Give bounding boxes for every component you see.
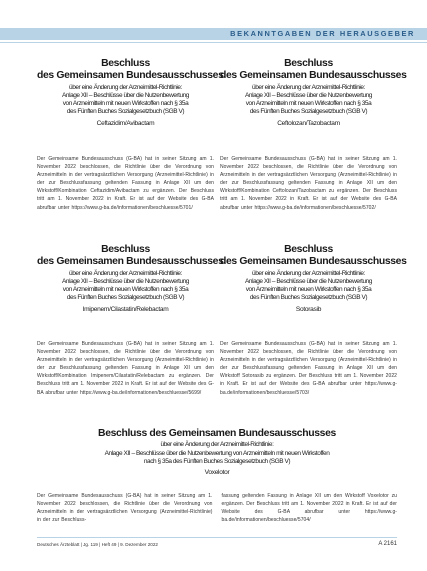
- article-voxelotor: [37, 428, 397, 477]
- article-ceftazidim: [37, 58, 224, 128]
- article-subtitle: [37, 270, 214, 303]
- subtitle-line: Anlage XII – Beschlüsse über die Nutzenbewertung: [245, 278, 372, 286]
- drug-name: Voxelotor: [204, 469, 230, 477]
- article-subtitle: [37, 84, 214, 117]
- subtitle-line: Anlage XII – Beschlüsse über die Nutzenbewertung: [245, 92, 372, 100]
- article-title-line1: Beschluss: [101, 244, 150, 255]
- article-ceftolozan: [220, 58, 407, 128]
- page-footer: [37, 537, 397, 551]
- subtitle-line: über eine Änderung der Arzneimittel-Richtlinie:: [69, 269, 182, 277]
- drug-name: Imipenem/Cilastatin/Relebactam: [82, 305, 169, 313]
- article-body-text: Der Gemeinsame Bundesausschuss (G-BA) hat in seiner Sitzung am 1. November 2022 beschlossen, die Richtlinie über die Verordnung von Arzneimitteln in der vertragsärztlichen Versorgung (Arzneimittel-Richtlinie) in der zur Beschlussfassung geltenden Fassung in Anlage XII um den Wirkstoff/Kombination Ceftolozan/Tazobactam zu ergänzen. Der Beschluss tritt am 1. November 2022 in Kraft. Er ist auf der Website des G-BA abrufbar unter https://www.g-ba.de/informationen/beschluesse/5702/: [220, 156, 397, 211]
- article-title-line1: Beschluss: [284, 58, 333, 69]
- footer-divider: [37, 537, 397, 538]
- subtitle-line: über eine Änderung der Arzneimittel-Richtlinie:: [252, 269, 365, 277]
- article-body-two-column: [37, 492, 397, 524]
- subtitle-line: von Arzneimitteln mit neuen Wirkstoffen nach § 35a: [245, 286, 372, 294]
- subtitle-line: von Arzneimitteln mit neuen Wirkstoffen nach § 35a: [245, 100, 372, 108]
- article-body-text: fassung geltenden Fassung in Anlage XII um den Wirkstoff Voxelotor zu ergänzen. Der Beschluss tritt am 1. November 2022 in Kraft. Er ist auf der Website des G-BA abrufbar unter https://www.g-ba.de/informationen/beschluesse/5704/: [221, 493, 397, 524]
- article-subtitle: [220, 270, 397, 303]
- subtitle-line: des Fünften Buches Sozialgesetzbuch (SGB V): [66, 108, 185, 116]
- article-body-right: [222, 492, 398, 524]
- drug-name: Ceftolozan/Tazobactam: [277, 119, 340, 127]
- article-subtitle: [220, 84, 397, 117]
- article-sotorasib: [220, 244, 407, 314]
- article-title-line2: des Gemeinsamen Bundesausschusses: [220, 256, 407, 268]
- article-title-line1: Beschluss: [101, 58, 150, 69]
- article-body: [220, 155, 397, 212]
- page-number: A 2161: [378, 541, 397, 547]
- article-body-text: Der Gemeinsame Bundesausschuss (G-BA) hat in seiner Sitzung am 1. November 2022 beschlossen, die Richtlinie über die Verordnung von Arzneimitteln in der vertragsärztlichen Versorgung (Arzneimittel-Richtlinie) in der zur Beschlussfassung geltenden Fassung in Anlage XII um den Wirkstoff/Kombination Imipenem/Cilastatin/Relebactam zu ergänzen. Der Beschluss tritt am 1. November 2022 in Kraft. Er ist auf der Website des G-BA abrufbar unter https://www.g-ba.de/informationen/beschluesse/5699/: [37, 341, 214, 396]
- article-title-line2: des Gemeinsamen Bundesausschusses: [37, 70, 224, 82]
- article-body-left: [37, 492, 213, 524]
- article-subtitle: [37, 441, 397, 466]
- article-title: Beschluss des Gemeinsamen Bundesausschusses: [98, 428, 336, 439]
- subtitle-line: von Arzneimitteln mit neuen Wirkstoffen nach § 35a: [62, 286, 189, 294]
- subtitle-line: über eine Änderung der Arzneimittel-Richtlinie:: [160, 441, 274, 449]
- subtitle-line: Anlage XII – Beschlüsse über die Nutzenbewertung: [62, 92, 189, 100]
- subtitle-line: des Fünften Buches Sozialgesetzbuch (SGB V): [249, 108, 368, 116]
- subtitle-line: von Arzneimitteln mit neuen Wirkstoffen nach § 35a: [62, 100, 189, 108]
- subtitle-line: über eine Änderung der Arzneimittel-Richtlinie:: [69, 83, 182, 91]
- article-body-text: Der Gemeinsame Bundesausschuss (G-BA) hat in seiner Sitzung am 1. November 2022 beschlossen, die Richtlinie über die Verordnung von Arzneimitteln in der vertragsärztlichen Versorgung (Arzneimittel-Richtlinie) in der zur Beschlussfassung geltenden Fassung in Anlage XII um den Wirkstoff Sotorasib zu ergänzen. Der Beschluss tritt am 1. November 2022 in Kraft. Er ist auf der Website des G-BA abrufbar unter https://www.g-ba.de/informationen/beschluesse/5703/: [220, 341, 397, 396]
- article-body-text: Der Gemeinsame Bundesausschuss (G-BA) hat in seiner Sitzung am 1. November 2022 beschlossen, die Richtlinie über die Verordnung von Arzneimitteln in der vertragsärztlichen Versorgung (Arzneimittel-Richtlinie) in der zur Beschlussfassung geltenden Fassung in Anlage XII um den Wirkstoff/Kombination Ceftazidim/Avibactam zu ergänzen. Der Beschluss tritt am 1. November 2022 in Kraft. Er ist auf der Website des G-BA abrufbar unter https://www.g-ba.de/informationen/beschluesse/5701/: [37, 156, 214, 211]
- article-body: [37, 340, 214, 397]
- article-body-text: Der Gemeinsame Bundesausschuss (G-BA) hat in seiner Sitzung am 1. November 2022 beschlossen, die Richtlinie über die Verordnung von Arzneimitteln in der vertragsärztlichen Versorgung (Arzneimittel-Richtlinie) in der zur Beschluss-: [37, 493, 213, 524]
- subtitle-line: des Fünften Buches Sozialgesetzbuch (SGB V): [249, 294, 368, 302]
- article-title-line2: des Gemeinsamen Bundesausschusses: [220, 70, 407, 82]
- footer-publication: Deutsches Ärzteblatt | Jg. 119 | Heft 49 | 9. Dezember 2022: [37, 542, 158, 547]
- subtitle-line: über eine Änderung der Arzneimittel-Richtlinie:: [252, 83, 365, 91]
- drug-name: Ceftazidim/Avibactam: [96, 119, 155, 127]
- article-body: [220, 340, 397, 397]
- subtitle-line: nach § 35a des Fünften Buches Sozialgesetzbuch (SGB V): [143, 457, 291, 465]
- subtitle-line: Anlage XII – Beschlüsse über die Nutzenbewertung von Arzneimitteln mit neuen Wirkstoffen: [104, 449, 330, 457]
- subtitle-line: des Fünften Buches Sozialgesetzbuch (SGB V): [66, 294, 185, 302]
- article-body: [37, 155, 214, 212]
- drug-name: Sotorasib: [295, 305, 322, 313]
- article-imipenem: [37, 244, 224, 314]
- section-label: BEKANNTGABEN DER HERAUSGEBER: [230, 29, 415, 38]
- section-header-bar: [0, 28, 427, 40]
- article-title-line2: des Gemeinsamen Bundesausschusses: [37, 256, 224, 268]
- article-title-line1: Beschluss: [284, 244, 333, 255]
- subtitle-line: Anlage XII – Beschlüsse über die Nutzenbewertung: [62, 278, 189, 286]
